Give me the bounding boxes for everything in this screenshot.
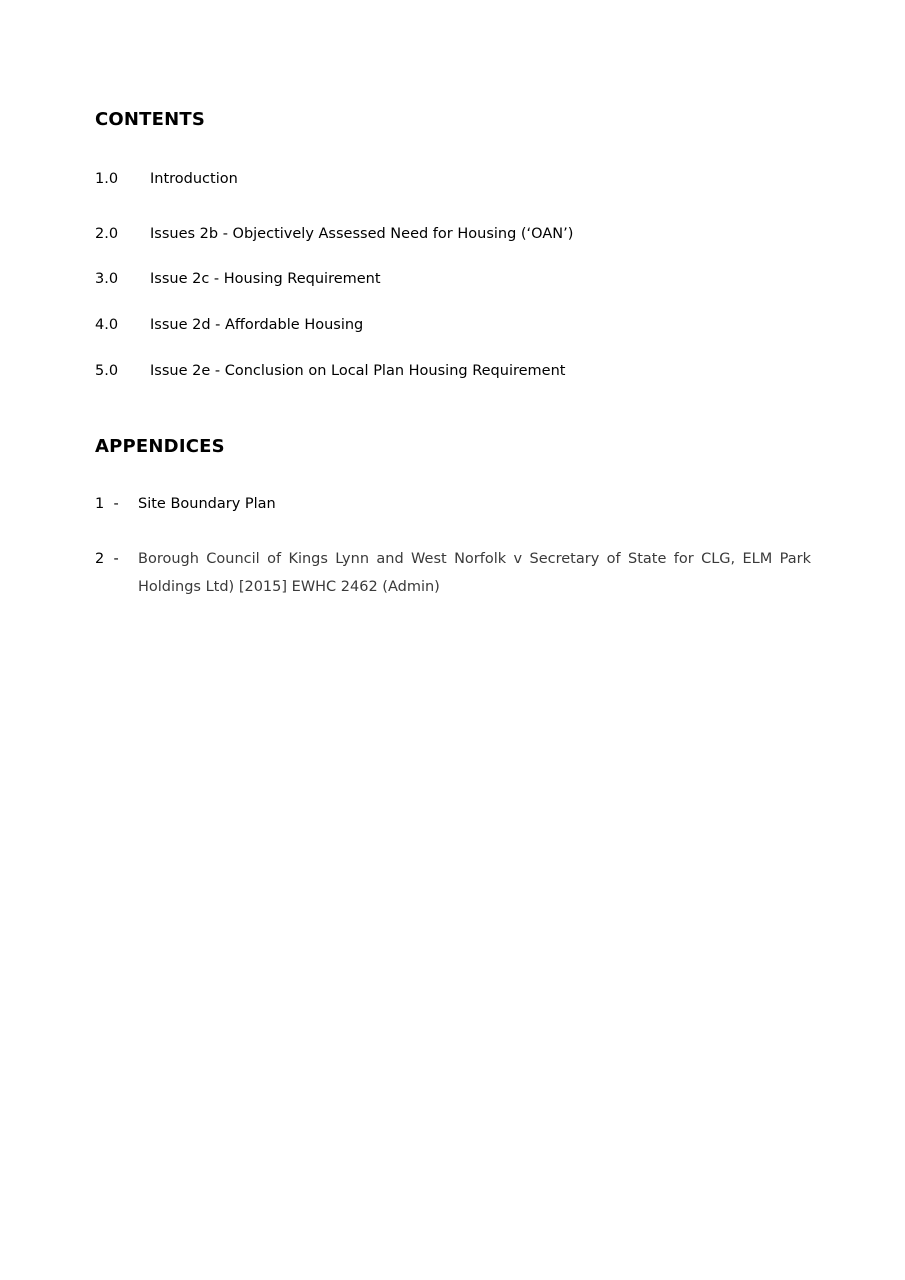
appendix-number: 1 -	[95, 496, 119, 512]
toc-entry	[95, 224, 815, 244]
toc-title: Issue 2c - Housing Requirement	[150, 271, 381, 287]
appendix-entry	[95, 545, 811, 601]
appendix-entry	[95, 490, 811, 518]
appendix-title: Borough Council of Kings Lynn and West Norfolk v Secretary of State for CLG, ELM Park Holdings Ltd) [2015] EWHC 2462 (Admin)	[138, 551, 811, 595]
appendix-title: Site Boundary Plan	[138, 496, 276, 512]
toc-number: 4.0	[95, 317, 119, 333]
toc-title: Issues 2b - Objectively Assessed Need for Housing (‘OAN’)	[150, 226, 574, 242]
toc-entry	[95, 315, 815, 335]
appendix-number: 2 -	[95, 551, 119, 567]
toc-title: Issue 2d - Affordable Housing	[150, 317, 364, 333]
toc-number: 1.0	[95, 171, 119, 187]
contents-heading: CONTENTS	[95, 109, 206, 130]
toc-entry	[95, 269, 815, 289]
toc-entry	[95, 169, 815, 189]
toc-entry	[95, 361, 815, 381]
toc-number: 2.0	[95, 226, 119, 242]
appendices-heading: APPENDICES	[95, 436, 225, 457]
toc-title: Issue 2e - Conclusion on Local Plan Housing Requirement	[150, 363, 566, 379]
toc-number: 5.0	[95, 363, 119, 379]
toc-number: 3.0	[95, 271, 119, 287]
toc-title: Introduction	[150, 171, 238, 187]
